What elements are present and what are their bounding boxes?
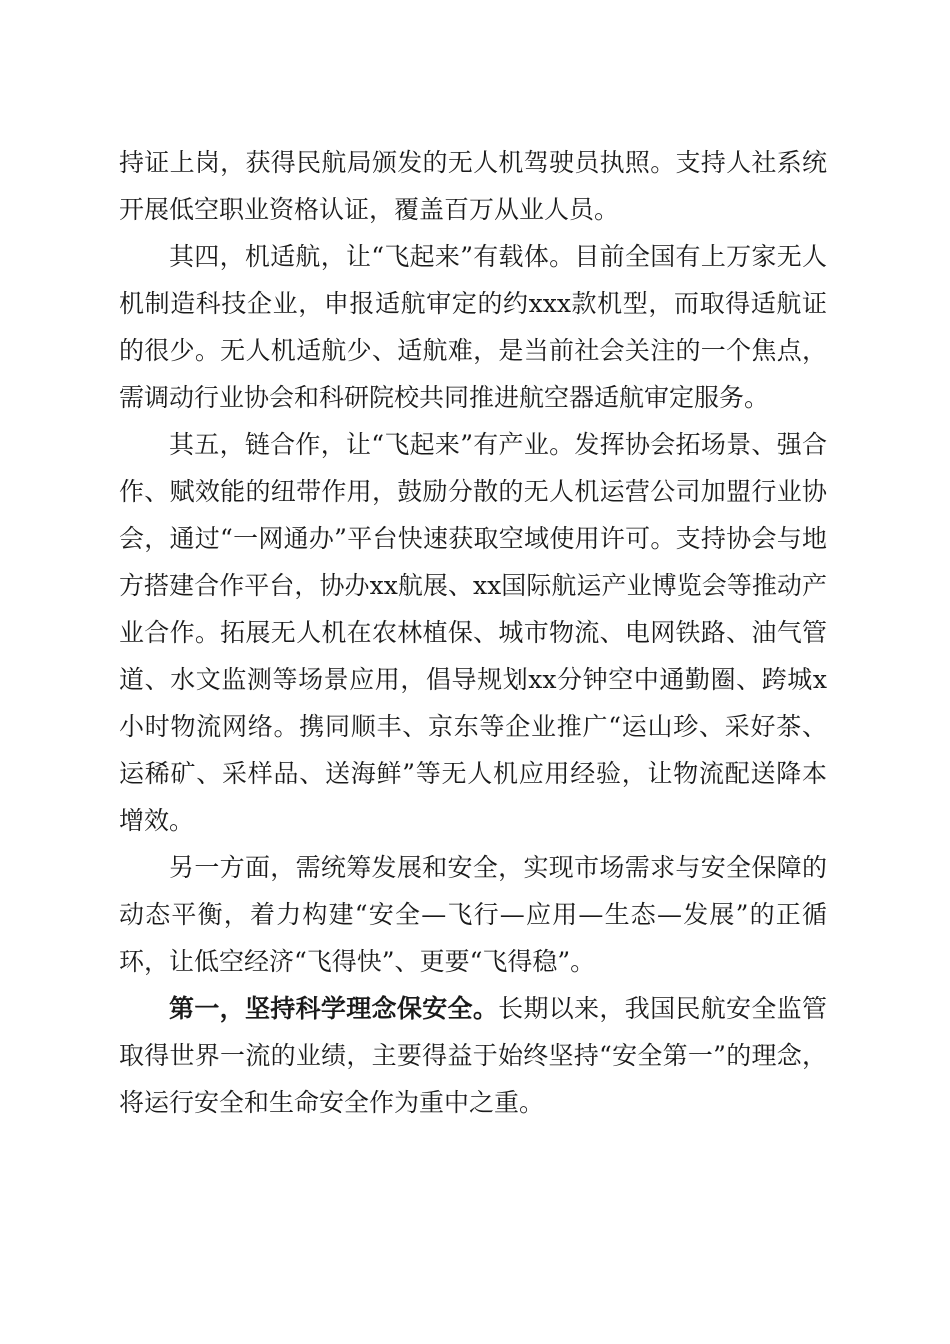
paragraph-5-text: 长期以来，我国民航安全监管取得世界一流的业绩，主要得益于始终坚持“安全第一”的理念，将运行安全和生命安全作为重中之重。 (119, 994, 827, 1117)
paragraph-1-text: 持证上岗，获得民航局颁发的无人机驾驶员执照。支持人社系统开展低空职业资格认证，覆盖百万从业人员。 (119, 148, 827, 224)
paragraph-2-text: 其四，机适航，让“飞起来”有载体。目前全国有上万家无人机制造科技企业，申报适航审定的约xxx款机型，而取得适航证的很少。无人机适航少、适航难，是当前社会关注的一个焦点，需调动行业协会和科研院校共同推进航空器适航审定服务。 (119, 242, 827, 412)
paragraph-5 (119, 985, 827, 1126)
paragraph-3 (119, 421, 827, 844)
document-body (119, 139, 827, 1126)
paragraph-2 (119, 233, 827, 421)
paragraph-1 (119, 139, 827, 233)
paragraph-4 (119, 844, 827, 985)
paragraph-5-lead: 第一，坚持科学理念保安全。 (169, 994, 499, 1023)
paragraph-4-text: 另一方面，需统筹发展和安全，实现市场需求与安全保障的动态平衡，着力构建“安全—飞行—应用—生态—发展”的正循环，让低空经济“飞得快”、更要“飞得稳”。 (119, 853, 827, 976)
paragraph-3-text: 其五，链合作，让“飞起来”有产业。发挥协会拓场景、强合作、赋效能的纽带作用，鼓励分散的无人机运营公司加盟行业协会，通过“一网通办”平台快速获取空域使用许可。支持协会与地方搭建合作平台，协办xx航展、xx国际航运产业博览会等推动产业合作。拓展无人机在农林植保、城市物流、电网铁路、油气管道、水文监测等场景应用，倡导规划xx分钟空中通勤圈、跨城x小时物流网络。携同顺丰、京东等企业推广“运山珍、采好茶、运稀矿、采样品、送海鲜”等无人机应用经验，让物流配送降本增效。 (119, 430, 827, 835)
